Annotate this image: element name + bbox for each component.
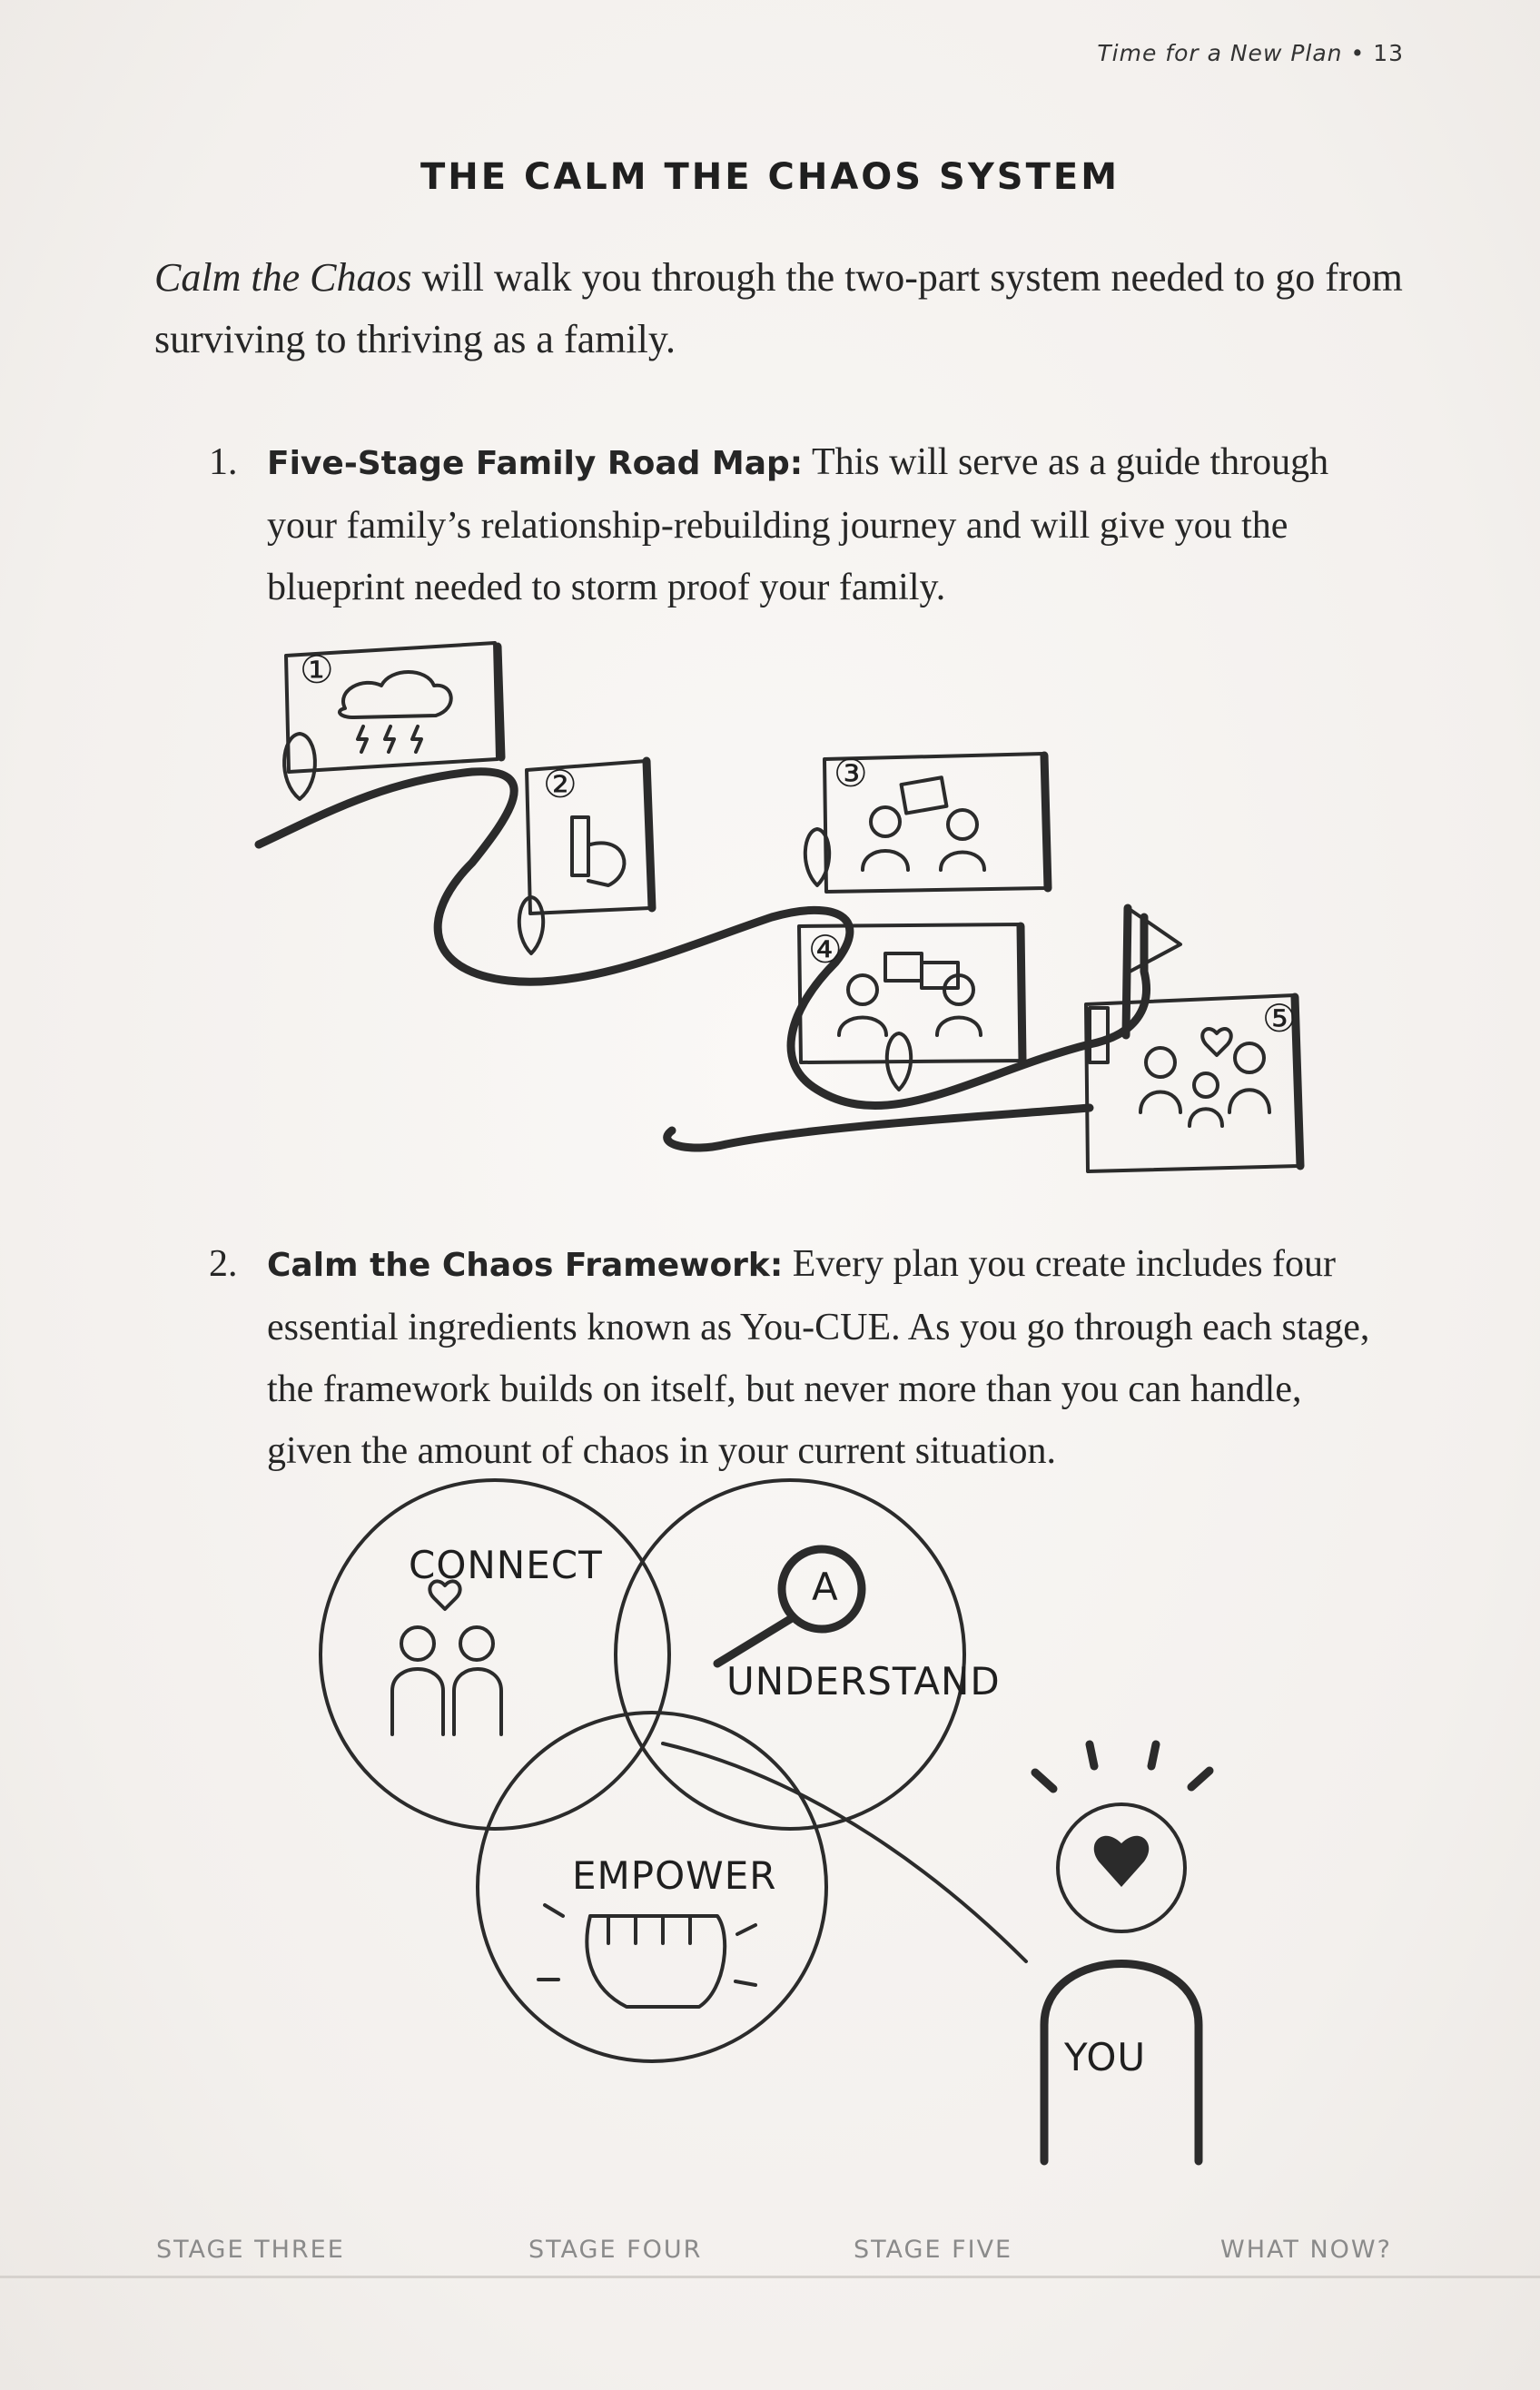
list-number: 1. [209, 441, 238, 483]
section-title: THE CALM THE CHAOS SYSTEM [420, 156, 1120, 198]
you-label: YOU [1064, 2035, 1147, 2079]
intro-book-title: Calm the Chaos [154, 255, 412, 300]
understand-label: UNDERSTAND [726, 1659, 1001, 1704]
footer-link-what-now[interactable]: WHAT NOW? [1220, 2236, 1392, 2264]
stage-3-marker: ③ [834, 751, 869, 795]
magnifier-label: A [812, 1565, 839, 1609]
stage-2-marker: ② [543, 762, 578, 806]
list-text: This will serve as a guide through your family’s relationship-rebuilding journey and will give you the blueprint needed to storm proof your family. [267, 441, 1329, 608]
footer-nav [0, 2236, 1540, 2281]
page-number: 13 [1373, 40, 1404, 66]
stage-1-marker: ① [300, 647, 335, 692]
list-text: Every plan you create includes four essential ingredients known as You-CUE. As you go through each stage, the framework builds on itself, but never more than you can handle, given the amount of chaos in your current situation. [267, 1243, 1370, 1472]
list-number: 2. [209, 1243, 238, 1285]
list-lead: Calm the Chaos Framework: [267, 1247, 784, 1284]
empower-label: EMPOWER [572, 1853, 777, 1898]
you-rays [1035, 1744, 1209, 1789]
header-book-section: Time for a New Plan [1097, 40, 1343, 66]
stage-5-marker: ⑤ [1262, 996, 1298, 1041]
footer-divider [0, 2276, 1540, 2278]
header-separator: • [1350, 40, 1366, 66]
heart-icon [1094, 1836, 1149, 1887]
person-icon [460, 1627, 493, 1660]
connect-label: CONNECT [409, 1543, 603, 1587]
footer-link-stage-four[interactable]: STAGE FOUR [528, 2236, 703, 2264]
intro-text: will walk you through the two-part system needed to go from surviving to thriving as a family. [154, 255, 1403, 361]
pointer-line [663, 1743, 1026, 1961]
footer-link-stage-three[interactable]: STAGE THREE [156, 2236, 345, 2264]
list-lead: Five-Stage Family Road Map: [267, 445, 804, 482]
footer-link-stage-five[interactable]: STAGE FIVE [854, 2236, 1013, 2264]
fist-icon [587, 1916, 725, 2007]
person-icon [401, 1627, 434, 1660]
stage-4-marker: ④ [808, 927, 844, 972]
